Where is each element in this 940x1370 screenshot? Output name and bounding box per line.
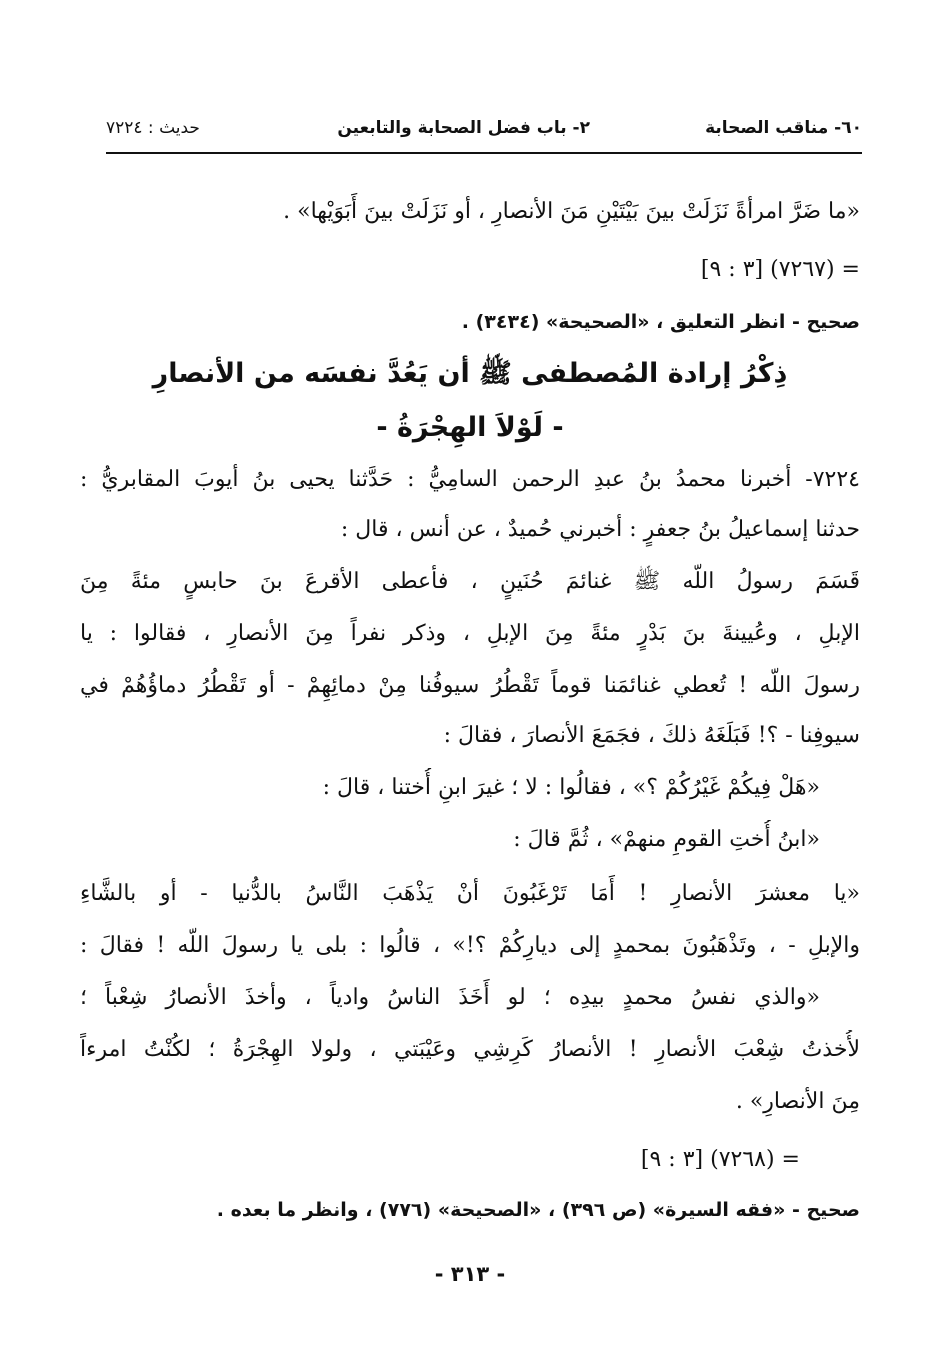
- header-chapter: ٦٠- مناقب الصحابة: [705, 118, 862, 138]
- text-line-14: «والذي نفسُ محمدٍ بيدِه ؛ لو أَخَذَ الناسُ وادياً ، وأخذَ الأنصارُ شِعْباً ؛: [80, 985, 820, 1010]
- isnad-line-2: حدثنا إسماعيلُ بنُ جعفرٍ : أخبرني حُميدٌ ، عن أنس ، قال :: [340, 517, 860, 542]
- text-line-13: والإبلِ - ، وتَذْهَبُونَ بمحمدٍ إلى ديارِكُمْ ؟!» ، قالُوا : بلى يا رسولَ اللّه ! فقالَ :: [80, 933, 860, 958]
- page-number: - ٣١٣ -: [434, 1262, 506, 1286]
- chapter-title: ذِكْرُ إرادة المُصطفى ﷺ أن يَعُدَّ نفسَه من الأنصارِ: [152, 358, 788, 389]
- grading-note-1: صحيح - انظر التعليق ، «الصحيحة» (٣٤٣٤) .: [461, 311, 860, 333]
- grading-note-2: صحيح - «فقه السيرة» (ص ٣٩٦) ، «الصحيحة» (٧٧٦) ، وانظر ما بعده .: [216, 1199, 860, 1221]
- text-line-11: «ابنُ أُختِ القومِ منهمْ» ، ثُمَّ قالَ :: [513, 827, 820, 852]
- header-section: ٢- باب فضل الصحابة والتابعين: [337, 118, 590, 138]
- text-line-10: «هَلْ فِيكُمْ غَيْرُكُمْ ؟» ، فقالُوا : لا ؛ غيرَ ابنِ أُختنا ، قالَ :: [322, 775, 820, 800]
- text-line-12: «يا معشرَ الأنصارِ ! أَمَا تَرْغَبُونَ أنْ يَذْهَبَ النَّاسُ بالدُّنيا - أو بالشَّاءِ: [80, 881, 860, 906]
- isnad-line-1: ٧٢٢٤- أخبرنا محمدُ بنُ عبدِ الرحمن السامِيُّ : حَدَّثنا يحيى بنُ أيوبَ المقابريُّ :: [80, 467, 860, 492]
- text-line-8: رسولَ اللّه ! تُعطي غنائمَنا قوماً تَقْطُرُ سيوفُنا مِنْ دمائِهِمْ - أو تَقْطُرُ دماؤُهُمْ في: [80, 673, 860, 698]
- running-header: [106, 112, 862, 154]
- text-line-7: الإبلِ ، وعُيينةَ بنَ بَدْرٍ مئةً مِنَ الإبلِ ، وذكر نفراً مِنَ الأنصارِ ، فقالوا : يا: [80, 621, 860, 646]
- text-line-2: = (٧٢٦٧) [٣ : ٩]: [700, 257, 860, 282]
- chapter-subtitle: - لَوْلاَ الهِجْرَةُ -: [376, 412, 564, 443]
- text-line-15: لأُخذتُ شِعْبَ الأنصارِ ! الأنصارُ كَرِشِي وعَيْبَتي ، ولولا الهِجْرَةُ ؛ لكُنْتُ امرءاً: [80, 1037, 860, 1062]
- text-line-1: «ما ضَرَّ امرأةً نَزَلَتْ بينَ بَيْتَيْنِ مَنَ الأنصارِ ، أو نَزَلَتْ بينَ أَبَوَيْها» .: [283, 199, 860, 224]
- text-line-6: قَسَمَ رسولُ اللّه ﷺ غنائمَ حُنَينٍ ، فأعطى الأقرعَ بنَ حابسٍ مئةً مِنَ: [80, 569, 860, 594]
- text-line-16: مِنَ الأنصارِ» .: [735, 1089, 860, 1114]
- text-line-9: سيوفِنا - ؟! فَبَلَغَهُ ذلكَ ، فجَمَعَ الأنصارَ ، فقالَ :: [443, 723, 860, 748]
- text-line-17: = (٧٢٦٨) [٣ : ٩]: [640, 1147, 800, 1172]
- header-hadith-ref: حديث : ٧٢٢٤: [106, 118, 200, 138]
